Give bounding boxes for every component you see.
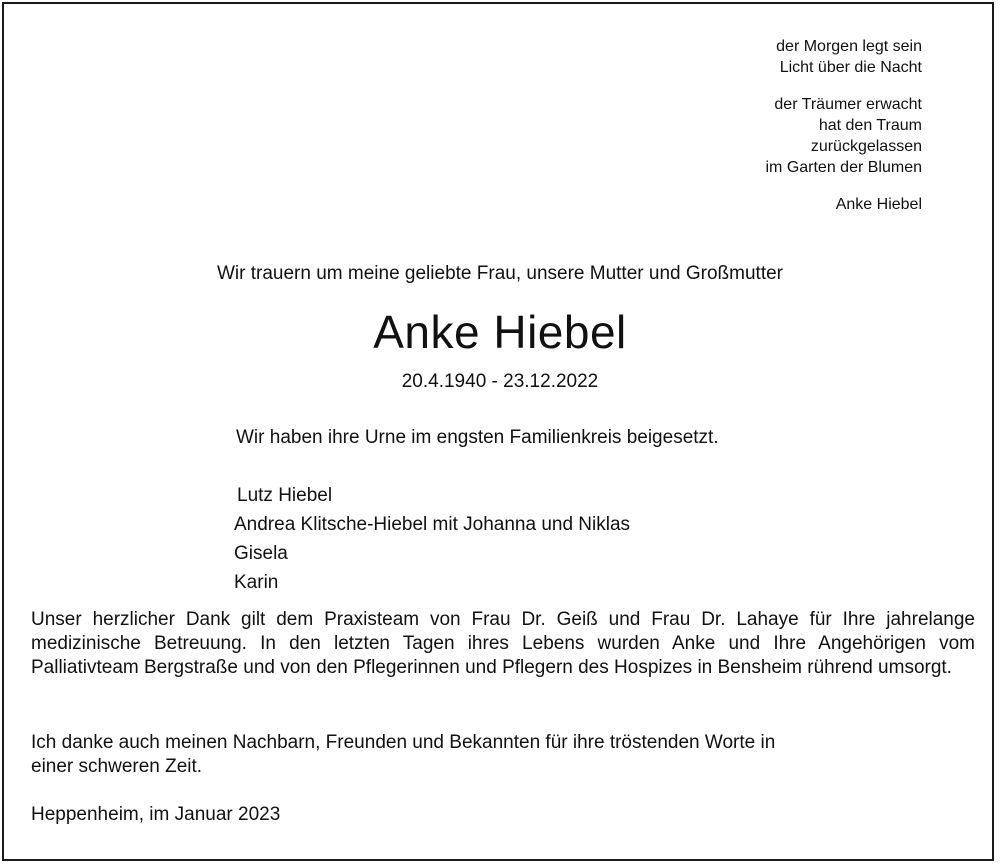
thanks-paragraph-neighbours: Ich danke auch meinen Nachbarn, Freunden und Bekannten für ihre tröstenden Worte in einer schweren Zeit.	[31, 732, 776, 777]
family-member: Gisela	[234, 543, 288, 564]
poem-line: Licht über die Nacht	[779, 59, 922, 76]
mourning-intro: Wir trauern um meine geliebte Frau, unsere Mutter und Großmutter	[216, 263, 783, 284]
poem-line: der Träumer erwacht	[774, 96, 922, 113]
poem-line: hat den Traum	[818, 117, 922, 134]
deceased-name: Anke Hiebel	[373, 306, 627, 358]
poem-stanza-2	[662, 94, 922, 178]
family-member: Lutz Hiebel	[237, 485, 333, 506]
place-date-line: Heppenheim, im Januar 2023	[31, 804, 281, 825]
life-dates: 20.4.1940 - 23.12.2022	[401, 371, 599, 392]
poem-line: der Morgen legt sein	[776, 38, 922, 55]
poem-line: im Garten der Blumen	[765, 159, 922, 176]
burial-note: Wir haben ihre Urne im engsten Familienkreis beigesetzt.	[236, 427, 719, 448]
poem-line: zurückgelassen	[810, 138, 922, 155]
poem	[662, 36, 922, 215]
family-member: Andrea Klitsche-Hiebel mit Johanna und Niklas	[234, 514, 631, 535]
family-list	[234, 481, 630, 597]
poem-stanza-1	[662, 36, 922, 78]
family-member: Karin	[234, 572, 279, 593]
thanks-paragraph: Unser herzlicher Dank gilt dem Praxisteam von Frau Dr. Geiß und Frau Dr. Lahaye für Ihre jahrelange medizinische Betreuung. In den letzten Tagen ihres Lebens wurden Anke und Ihre Angehörigen vom Palliativteam Bergstraße und von den Pflegerinnen und Pflegern des Hospizes in Bensheim rührend umsorgt.	[31, 609, 975, 678]
poem-author: Anke Hiebel	[835, 196, 922, 213]
